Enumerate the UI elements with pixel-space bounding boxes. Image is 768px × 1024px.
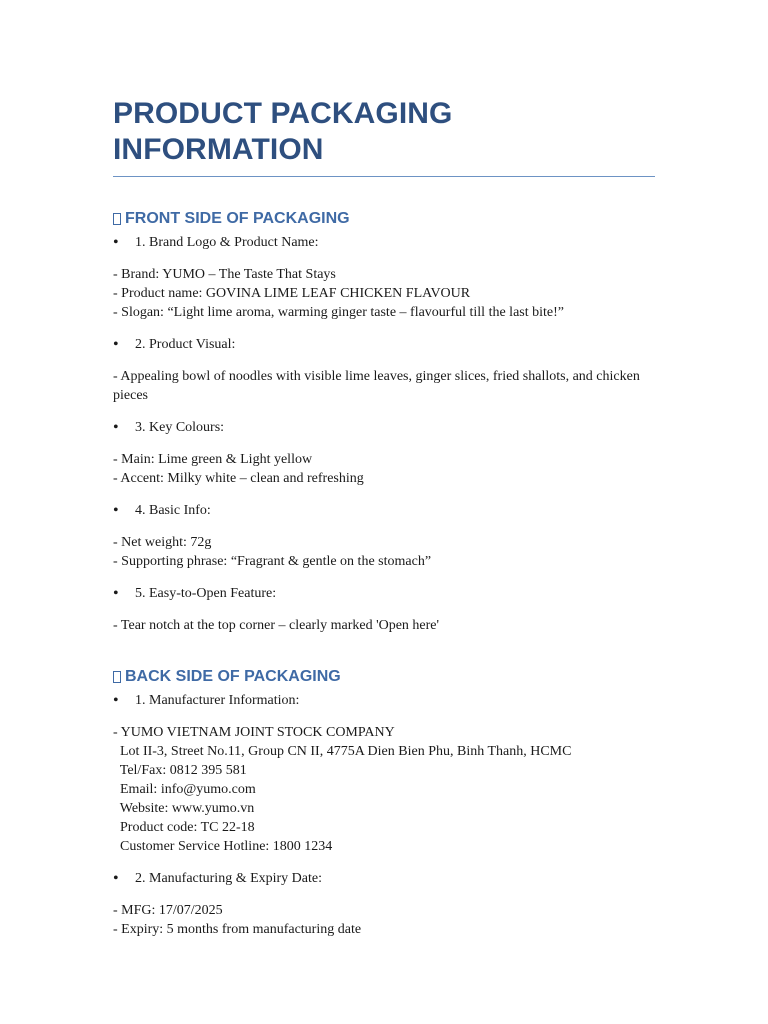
bullet-label: 5. Easy-to-Open Feature: <box>135 586 277 601</box>
detail-paragraph <box>113 616 655 635</box>
detail-line: - Product name: GOVINA LIME LEAF CHICKEN FLAVOUR <box>113 286 471 301</box>
list-item <box>113 335 655 405</box>
detail-paragraph <box>113 533 655 571</box>
list-item <box>113 691 655 856</box>
bullet-label: 2. Product Visual: <box>135 337 236 352</box>
bullet-icon: • <box>113 692 119 709</box>
list-item <box>113 584 655 635</box>
bullet-label: 4. Basic Info: <box>135 503 211 518</box>
detail-line: - YUMO VIETNAM JOINT STOCK COMPANY <box>113 725 395 740</box>
bullet-icon: • <box>113 336 119 353</box>
bullet-icon: • <box>113 419 119 436</box>
detail-line: Lot II-3, Street No.11, Group CN II, 4775A Dien Bien Phu, Binh Thanh, HCMC <box>113 744 572 759</box>
bullet-item <box>113 418 655 437</box>
missing-glyph-icon <box>113 213 121 225</box>
detail-line: Website: www.yumo.vn <box>113 801 255 816</box>
detail-line: - Slogan: “Light lime aroma, warming ginger taste – flavourful till the last bite!” <box>113 305 564 320</box>
detail-line: Product code: TC 22-18 <box>113 820 255 835</box>
detail-line: Email: info@yumo.com <box>113 782 256 797</box>
bullet-item <box>113 691 655 710</box>
detail-line: - MFG: 17/07/2025 <box>113 903 223 918</box>
list-item <box>113 501 655 571</box>
bullet-item <box>113 501 655 520</box>
detail-line: - Net weight: 72g <box>113 535 212 550</box>
detail-line: - Brand: YUMO – The Taste That Stays <box>113 267 336 282</box>
bullet-item <box>113 584 655 603</box>
detail-paragraph <box>113 901 655 939</box>
bullet-item <box>113 233 655 252</box>
detail-line: - Accent: Milky white – clean and refreshing <box>113 471 364 486</box>
detail-paragraph <box>113 450 655 488</box>
bullet-item <box>113 335 655 354</box>
list-item <box>113 233 655 322</box>
bullet-icon: • <box>113 870 119 887</box>
detail-line: - Tear notch at the top corner – clearly marked 'Open here' <box>113 618 440 633</box>
detail-line: Customer Service Hotline: 1800 1234 <box>113 839 333 854</box>
section-heading-label: BACK SIDE OF PACKAGING <box>125 668 341 685</box>
section-heading-front <box>113 209 655 229</box>
bullet-icon: • <box>113 585 119 602</box>
section-heading-back <box>113 667 655 687</box>
bullet-label: 2. Manufacturing & Expiry Date: <box>135 871 323 886</box>
detail-paragraph <box>113 265 655 322</box>
document-page <box>113 96 655 952</box>
list-item <box>113 418 655 488</box>
bullet-label: 1. Manufacturer Information: <box>135 693 300 708</box>
list-item <box>113 869 655 939</box>
detail-line: - Main: Lime green & Light yellow <box>113 452 313 467</box>
bullet-label: 1. Brand Logo & Product Name: <box>135 235 319 250</box>
bullet-icon: • <box>113 502 119 519</box>
bullet-icon: • <box>113 234 119 251</box>
page-title: PRODUCT PACKAGING INFORMATION <box>113 96 655 177</box>
bullet-label: 3. Key Colours: <box>135 420 225 435</box>
detail-line: - Appealing bowl of noodles with visible lime leaves, ginger slices, fried shallots, and chicken pieces <box>113 369 640 403</box>
detail-paragraph <box>113 367 655 405</box>
bullet-item <box>113 869 655 888</box>
detail-line: Tel/Fax: 0812 395 581 <box>113 763 247 778</box>
section-heading-label: FRONT SIDE OF PACKAGING <box>125 210 350 227</box>
detail-line: - Expiry: 5 months from manufacturing date <box>113 922 362 937</box>
detail-paragraph <box>113 723 655 856</box>
detail-line: - Supporting phrase: “Fragrant & gentle on the stomach” <box>113 554 432 569</box>
missing-glyph-icon <box>113 671 121 683</box>
